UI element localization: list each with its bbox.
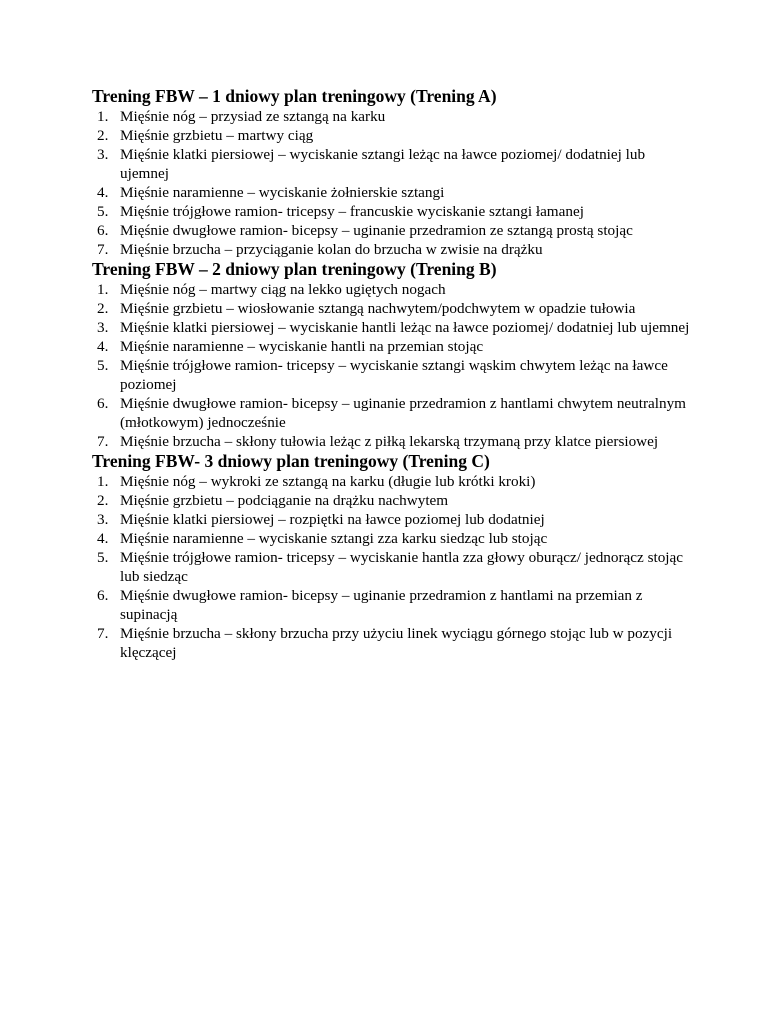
list-item xyxy=(92,356,692,394)
list-number: 7. xyxy=(97,433,109,450)
list-item xyxy=(92,624,692,662)
list-item-text: Mięśnie grzbietu – martwy ciąg xyxy=(120,127,314,144)
list-item xyxy=(92,394,692,432)
list-item xyxy=(92,318,692,337)
list-number: 3. xyxy=(97,319,109,336)
list-item-text: Mięśnie nóg – wykroki ze sztangą na karku (długie lub krótki kroki) xyxy=(120,473,536,490)
list-item xyxy=(92,202,692,221)
list-number: 1. xyxy=(97,473,109,490)
list-number: 3. xyxy=(97,146,109,163)
list-item-text: Mięśnie dwugłowe ramion- bicepsy – uginanie przedramion z hantlami na przemian z supinacją xyxy=(120,587,643,623)
list-number: 7. xyxy=(97,241,109,258)
list-number: 1. xyxy=(97,281,109,298)
list-item-text: Mięśnie dwugłowe ramion- bicepsy – uginanie przedramion ze sztangą prostą stojąc xyxy=(120,222,633,239)
list-number: 2. xyxy=(97,300,109,317)
exercise-list-c xyxy=(92,472,692,662)
list-number: 1. xyxy=(97,108,109,125)
list-item xyxy=(92,491,692,510)
list-item xyxy=(92,529,692,548)
list-number: 5. xyxy=(97,203,109,220)
list-item-text: Mięśnie grzbietu – wiosłowanie sztangą nachwytem/podchwytem w opadzie tułowia xyxy=(120,300,636,317)
list-number: 7. xyxy=(97,625,109,642)
list-item-text: Mięśnie grzbietu – podciąganie na drążku nachwytem xyxy=(120,492,449,509)
list-number: 6. xyxy=(97,587,109,604)
list-item-text: Mięśnie klatki piersiowej – wyciskanie sztangi leżąc na ławce poziomej/ dodatniej lub ujemnej xyxy=(120,146,646,182)
document-body xyxy=(92,86,692,662)
list-item-text: Mięśnie naramienne – wyciskanie żołnierskie sztangi xyxy=(120,184,445,201)
list-item xyxy=(92,472,692,491)
section-title-c: Trening FBW- 3 dniowy plan treningowy (Trening C) xyxy=(92,451,490,471)
list-item xyxy=(92,337,692,356)
list-number: 4. xyxy=(97,530,109,547)
list-number: 4. xyxy=(97,338,109,355)
list-item-text: Mięśnie nóg – przysiad ze sztangą na karku xyxy=(120,108,386,125)
list-number: 2. xyxy=(97,492,109,509)
list-item xyxy=(92,107,692,126)
list-item-text: Mięśnie trójgłowe ramion- tricepsy – wyciskanie sztangi wąskim chwytem leżąc na ławce poziomej xyxy=(120,357,668,393)
list-item-text: Mięśnie naramienne – wyciskanie hantli na przemian stojąc xyxy=(120,338,484,355)
list-item-text: Mięśnie brzucha – skłony brzucha przy użyciu linek wyciągu górnego stojąc lub w pozycji klęczącej xyxy=(120,625,673,661)
list-item xyxy=(92,510,692,529)
list-number: 5. xyxy=(97,549,109,566)
list-item-text: Mięśnie naramienne – wyciskanie sztangi zza karku siedząc lub stojąc xyxy=(120,530,548,547)
exercise-list-a xyxy=(92,107,692,259)
list-item xyxy=(92,183,692,202)
list-number: 6. xyxy=(97,395,109,412)
list-item xyxy=(92,586,692,624)
list-number: 4. xyxy=(97,184,109,201)
list-item xyxy=(92,548,692,586)
list-item xyxy=(92,240,692,259)
list-item xyxy=(92,145,692,183)
exercise-list-b xyxy=(92,280,692,451)
list-item-text: Mięśnie klatki piersiowej – rozpiętki na ławce poziomej lub dodatniej xyxy=(120,511,545,528)
list-item-text: Mięśnie brzucha – przyciąganie kolan do brzucha w zwisie na drążku xyxy=(120,241,543,258)
list-number: 3. xyxy=(97,511,109,528)
list-item xyxy=(92,126,692,145)
list-item xyxy=(92,221,692,240)
list-item xyxy=(92,280,692,299)
list-item-text: Mięśnie nóg – martwy ciąg na lekko ugiętych nogach xyxy=(120,281,446,298)
list-item-text: Mięśnie klatki piersiowej – wyciskanie hantli leżąc na ławce poziomej/ dodatniej lub ujemnej xyxy=(120,319,690,336)
list-number: 5. xyxy=(97,357,109,374)
section-title-a: Trening FBW – 1 dniowy plan treningowy (Trening A) xyxy=(92,86,497,106)
list-item-text: Mięśnie brzucha – skłony tułowia leżąc z piłką lekarską trzymaną przy klatce piersiowej xyxy=(120,433,659,450)
list-item-text: Mięśnie trójgłowe ramion- tricepsy – francuskie wyciskanie sztangi łamanej xyxy=(120,203,584,220)
list-item-text: Mięśnie dwugłowe ramion- bicepsy – uginanie przedramion z hantlami chwytem neutralnym (młotkowym) jednocześnie xyxy=(120,395,686,431)
section-title-b: Trening FBW – 2 dniowy plan treningowy (Trening B) xyxy=(92,259,497,279)
list-item xyxy=(92,432,692,451)
list-item-text: Mięśnie trójgłowe ramion- tricepsy – wyciskanie hantla zza głowy oburącz/ jednorącz stojąc lub siedząc xyxy=(120,549,683,585)
list-item xyxy=(92,299,692,318)
list-number: 2. xyxy=(97,127,109,144)
list-number: 6. xyxy=(97,222,109,239)
